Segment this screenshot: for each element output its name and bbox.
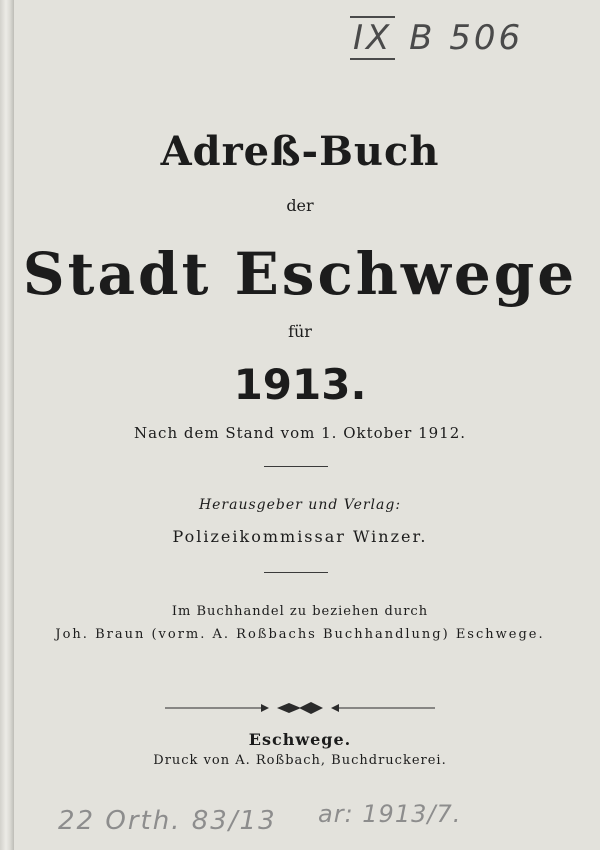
shelfmark-part2: B 506: [409, 18, 524, 58]
bookstore-line-1: Im Buchhandel zu beziehen durch: [171, 604, 429, 619]
title-line-1: Adreß-Buch: [160, 128, 440, 175]
publisher-label: Herausgeber und Verlag:: [198, 497, 402, 513]
title-year: 1913.: [233, 360, 367, 409]
title-der: der: [286, 196, 314, 215]
imprint-printer: Druck von A. Roßbach, Buchdruckerei.: [153, 753, 447, 768]
title-line-2: Stadt Eschwege: [22, 240, 578, 308]
bookstore-line-2: Joh. Braun (vorm. A. Roßbachs Buchhandlung) Eschwege.: [55, 627, 545, 642]
shelfmark-part1: IX: [350, 16, 395, 60]
shelfmark-handwritten: [350, 18, 523, 58]
ornament-divider: [165, 698, 435, 718]
publisher-name: Polizeikommissar Winzer.: [172, 527, 428, 546]
title-fuer: für: [288, 322, 312, 341]
pencil-note-right: ar: 1913/7.: [318, 800, 462, 828]
divider-rule: [264, 466, 328, 467]
pencil-note-left: 22 Orth. 83/13: [58, 806, 277, 836]
divider-rule: [264, 572, 328, 573]
imprint-city: Eschwege.: [248, 730, 352, 749]
status-date-line: Nach dem Stand vom 1. Oktober 1912.: [133, 424, 467, 442]
